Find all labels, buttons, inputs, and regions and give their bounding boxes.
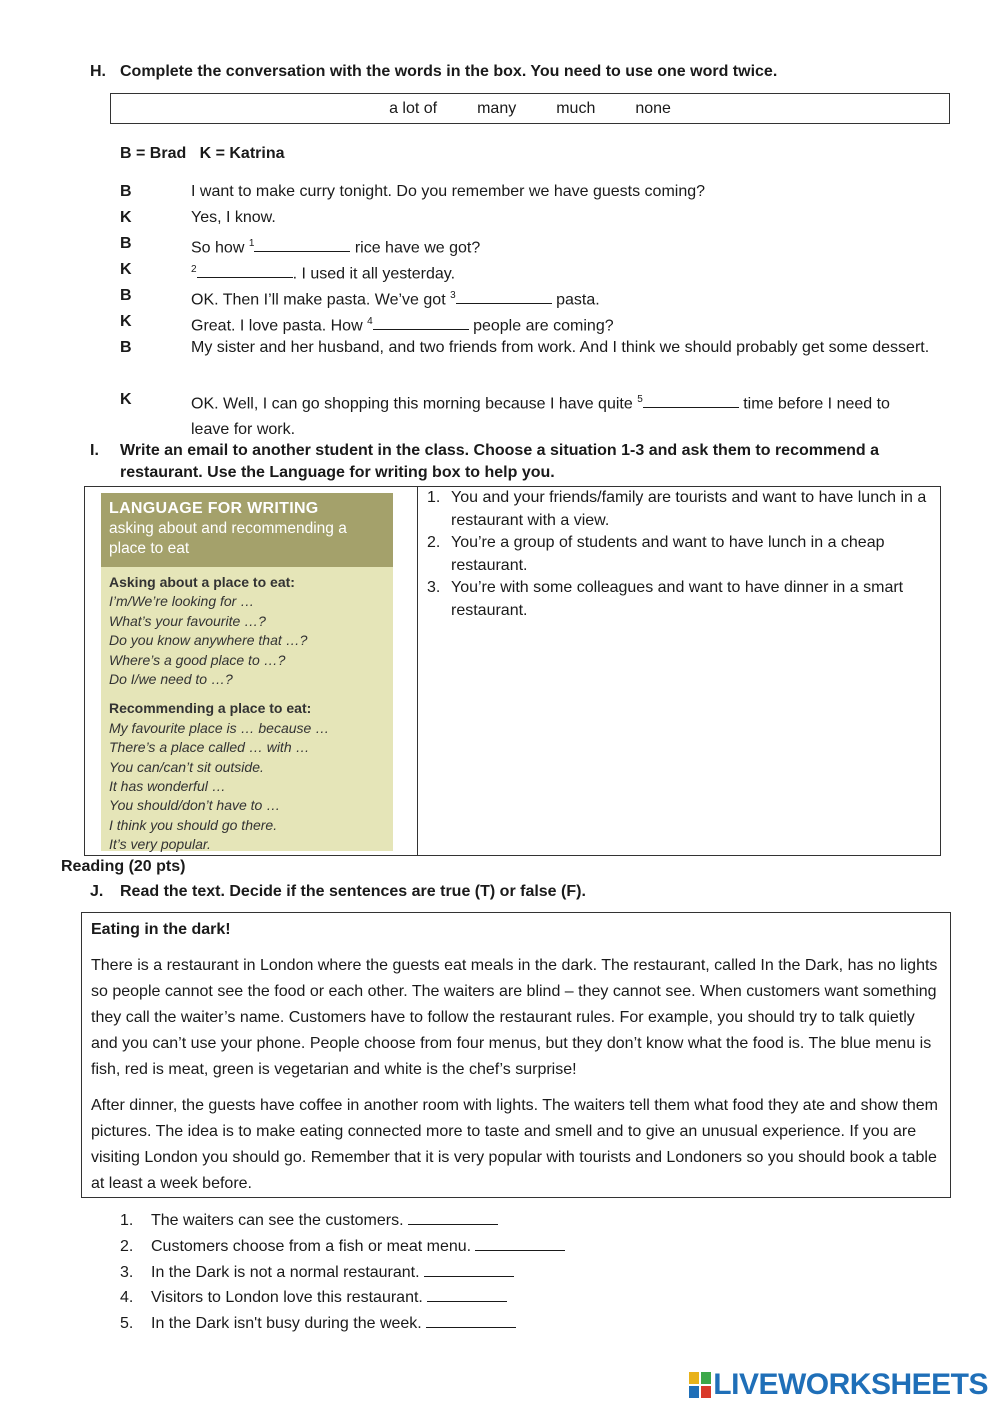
lfw-phrase: It’s very popular. xyxy=(109,836,211,853)
tf-statement xyxy=(120,1206,498,1234)
lfw-phrase: Do you know anywhere that …? xyxy=(109,632,308,649)
section-j-heading xyxy=(90,881,586,903)
tf-answer-blank[interactable] xyxy=(424,1258,514,1277)
lfw-phrase: You should/don’t have to … xyxy=(109,797,281,814)
lfw-phrase: My favourite place is … because … xyxy=(109,719,330,736)
lfw-header xyxy=(101,493,393,567)
dialogue-line xyxy=(120,231,940,257)
dialogue-text: My sister and her husband, and two friends from work. And I think we should probably get some dessert. xyxy=(191,339,930,356)
dialogue-text-after: time before I need to leave for work. xyxy=(191,395,895,439)
lfw-recommending-heading: Recommending a place to eat: xyxy=(109,700,312,717)
language-for-writing-box xyxy=(101,493,393,851)
statement-number: 1. xyxy=(120,1212,134,1229)
reading-text-box xyxy=(81,912,951,1198)
dialogue-line xyxy=(120,179,940,205)
dialogue-text xyxy=(191,387,931,443)
dialogue-line xyxy=(120,283,940,309)
situation-number: 3. xyxy=(427,579,441,596)
table-divider xyxy=(417,487,418,855)
situation-item xyxy=(427,577,937,622)
lfw-body xyxy=(101,567,393,861)
blank-number: 4 xyxy=(367,316,373,327)
situation-number: 2. xyxy=(427,534,441,551)
dialogue-line xyxy=(120,335,940,387)
dialogue-text: Yes, I know. xyxy=(191,209,276,226)
liveworksheets-logo-icon xyxy=(689,1372,711,1398)
speaker-label: K xyxy=(120,391,132,408)
answer-blank-2[interactable] xyxy=(197,259,293,278)
dialogue-text-after: rice have we got? xyxy=(350,239,481,257)
lfw-asking-heading: Asking about a place to eat: xyxy=(109,574,295,590)
statement-number: 3. xyxy=(120,1264,134,1281)
dialogue-text-after: pasta. xyxy=(551,291,600,309)
reading-title: Eating in the dark! xyxy=(91,921,231,938)
statement-number: 5. xyxy=(120,1315,134,1332)
situation-text: You’re with some colleagues and want to have dinner in a smart restaurant. xyxy=(451,579,904,619)
tf-answer-blank[interactable] xyxy=(408,1206,498,1225)
statement-text: Visitors to London love this restaurant. xyxy=(151,1289,423,1306)
dialogue-text-before: So how xyxy=(191,239,249,257)
answer-blank-5[interactable] xyxy=(643,389,739,408)
lfw-phrase: Do I/we need to …? xyxy=(109,671,233,688)
section-i-heading xyxy=(90,440,920,484)
tf-answer-blank[interactable] xyxy=(475,1232,565,1251)
statement-text: Customers choose from a fish or meat menu. xyxy=(151,1238,472,1255)
section-h-instruction: Complete the conversation with the words in the box. You need to use one word twice. xyxy=(120,63,778,80)
section-h-heading xyxy=(90,61,777,83)
lfw-subtitle: asking about and recommending a place to eat xyxy=(109,520,347,557)
statement-text: The waiters can see the customers. xyxy=(151,1212,404,1229)
word-box-item: much xyxy=(556,99,596,117)
dialogue-line xyxy=(120,387,940,439)
word-box-item: many xyxy=(477,99,517,117)
speaker-label: K xyxy=(120,313,132,330)
lfw-phrase: It has wonderful … xyxy=(109,778,226,795)
dialogue-text: I want to make curry tonight. Do you remember we have guests coming? xyxy=(191,183,706,200)
blank-number: 1 xyxy=(248,238,255,249)
tf-answer-blank[interactable] xyxy=(426,1309,516,1328)
dialogue-text-after: . I used it all yesterday. xyxy=(292,265,456,283)
tf-statement xyxy=(120,1232,565,1260)
dialogue-line xyxy=(120,205,940,231)
word-box xyxy=(110,93,950,124)
answer-blank-4[interactable] xyxy=(373,311,469,330)
liveworksheets-logo-text: LIVEWORKSHEETS xyxy=(713,1368,988,1401)
section-j-letter: J. xyxy=(90,883,104,900)
liveworksheets-logo xyxy=(689,1368,988,1402)
reading-paragraph: There is a restaurant in London where the guests eat meals in the dark. The restaurant, called In the Dark, has no lights so people cannot see the food or each other. The waiters are blind – they cannot see. When customers want something they call the waiter’s name. Customers have to follow the restaurant rules. For example, you should try to talk quietly and you can’t use your phone. People choose from four menus, but they don’t know what the food is. The blue menu is fish, red is meat, green is vegetarian and white is the chef’s surprise! xyxy=(91,957,938,1078)
reading-heading: Reading (20 pts) xyxy=(61,858,186,875)
speaker-label: B xyxy=(120,235,132,252)
lfw-phrase: You can/can’t sit outside. xyxy=(109,758,264,775)
lfw-phrase: Where’s a good place to …? xyxy=(109,651,286,668)
answer-blank-1[interactable] xyxy=(254,233,350,252)
dialogue-text-before: Great. I love pasta. How xyxy=(191,317,368,335)
tf-statement xyxy=(120,1309,516,1337)
statement-text: In the Dark is not a normal restaurant. xyxy=(151,1264,420,1281)
statement-number: 2. xyxy=(120,1238,134,1255)
situation-list xyxy=(427,487,937,622)
blank-number: 3 xyxy=(450,290,456,301)
word-box-item: none xyxy=(635,99,671,117)
answer-blank-3[interactable] xyxy=(456,285,552,304)
situation-number: 1. xyxy=(427,489,441,506)
lfw-title: LANGUAGE FOR WRITING xyxy=(109,500,319,517)
statement-text: In the Dark isn't busy during the week. xyxy=(151,1315,422,1332)
lfw-phrase: What’s your favourite …? xyxy=(109,612,266,629)
section-j-instruction: Read the text. Decide if the sentences are true (T) or false (F). xyxy=(120,883,586,900)
speaker-label: K xyxy=(120,209,132,226)
section-i-letter: I. xyxy=(90,442,99,459)
speaker-label: K xyxy=(120,261,132,278)
lfw-phrase: I’m/We’re looking for … xyxy=(109,593,255,610)
writing-table xyxy=(84,486,941,856)
tf-statement xyxy=(120,1283,507,1311)
dialogue-text-after: people are coming? xyxy=(468,317,614,335)
dialogue-text-before: OK. Then I’ll make pasta. We’ve got xyxy=(191,291,451,309)
reading-text xyxy=(91,917,943,1207)
section-h-letter: H. xyxy=(90,63,106,80)
speaker-label: B xyxy=(120,339,132,356)
speaker-label: B xyxy=(120,183,132,200)
dialogue-line xyxy=(120,257,940,283)
reading-paragraph: After dinner, the guests have coffee in another room with lights. The waiters tell them what food they ate and show them pictures. The idea is to make eating connected more to taste and smell and to give an unusual experience. If you are visiting London you should go. Remember that it is very popular with tourists and Londoners so you should book a table at least a week before. xyxy=(91,1097,938,1192)
speaker-key: B = Brad K = Katrina xyxy=(120,145,285,162)
dialogue-line xyxy=(120,309,940,335)
word-box-item: a lot of xyxy=(389,99,438,117)
situation-text: You and your friends/family are tourists and want to have lunch in a restaurant with a view. xyxy=(451,489,927,529)
section-i-instruction: Write an email to another student in the class. Choose a situation 1-3 and ask them to recommend a restaurant. Use the Language for writing box to help you. xyxy=(120,442,879,481)
tf-answer-blank[interactable] xyxy=(427,1283,507,1302)
situation-item xyxy=(427,487,937,532)
lfw-phrase: I think you should go there. xyxy=(109,816,278,833)
tf-statement xyxy=(120,1258,514,1286)
blank-number: 2 xyxy=(191,264,197,275)
speaker-label: B xyxy=(120,287,132,304)
blank-number: 5 xyxy=(637,394,643,405)
situation-text: You’re a group of students and want to have lunch in a cheap restaurant. xyxy=(451,534,885,574)
statement-number: 4. xyxy=(120,1289,134,1306)
lfw-phrase: There’s a place called … with … xyxy=(109,739,310,756)
dialogue-text-before: OK. Well, I can go shopping this morning because I have quite xyxy=(191,395,638,413)
situation-item xyxy=(427,532,937,577)
